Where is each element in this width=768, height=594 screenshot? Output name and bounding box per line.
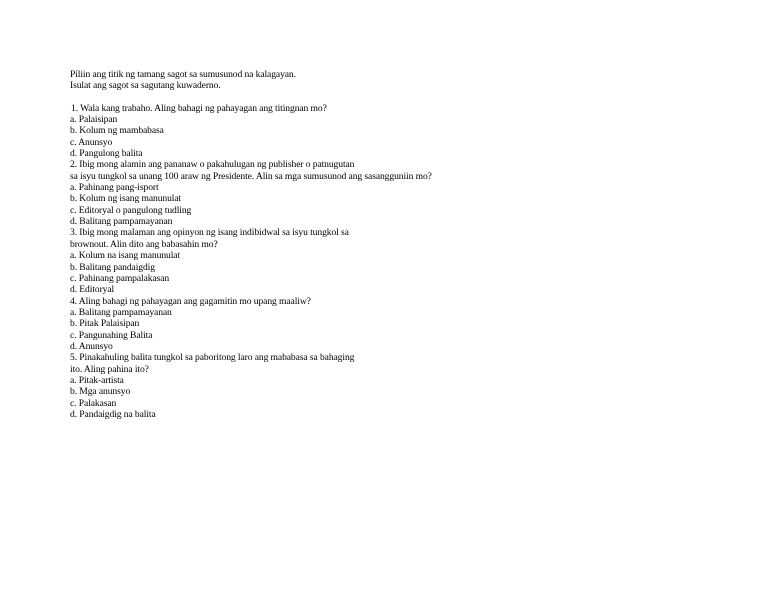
question-5-stem-line-2: ito. Aling pahina ito? xyxy=(70,363,149,375)
question-2-stem-line-1: 2. Ibig mong alamin ang pananaw o pakahulugan ng publisher o patnugutan xyxy=(70,159,355,171)
spacer xyxy=(70,92,760,103)
question-5-choice-b: b. Mga anunsyo xyxy=(70,386,131,398)
question-1-choice-d: d. Pangulong balita xyxy=(70,148,143,160)
question-3-choice-d: d. Editoryal xyxy=(70,284,115,296)
instruction-line-1: Piliin ang titik ng tamang sagot sa sumusunod na kalagayan. xyxy=(70,69,296,80)
question-4-choice-d: d. Anunsyo xyxy=(70,340,113,352)
instruction-line-2: Isulat ang sagot sa sagutang kuwaderno. xyxy=(70,80,221,92)
question-4-choice-c: c. Pangunahing Balita xyxy=(70,329,153,341)
question-5-choice-c: c. Palakasan xyxy=(70,397,117,409)
question-2-choice-c: c. Editoryal o pangulong tudling xyxy=(70,204,192,216)
question-1-choice-c: c. Anunsyo xyxy=(70,136,113,148)
question-2-stem-line-2: sa isyu tungkol sa unang 100 araw ng Presidente. Alin sa mga sumusunod ang sasangguniin mo? xyxy=(70,170,432,182)
question-3-choice-c: c. Pahinang pampalakasan xyxy=(70,272,170,284)
question-4-choice-b: b. Pitak Palaisipan xyxy=(70,318,140,330)
question-1-choice-b: b. Kolum ng mambabasa xyxy=(70,125,164,137)
question-3-stem-line-1: 3. Ibig mong malaman ang opinyon ng isang indibidwal sa isyu tungkol sa xyxy=(70,227,349,239)
question-2-choice-b: b. Kolum ng isang manunulat xyxy=(70,193,182,205)
question-5-choice-d: d. Pandaigdig na balita xyxy=(70,408,156,420)
question-1-stem: 1. Wala kang trabaho. Aling bahagi ng pahayagan ang titingnan mo? xyxy=(71,102,327,114)
question-2-choice-d: d. Balitang pampamayanan xyxy=(70,216,173,228)
question-1-choice-a: a. Palaisipan xyxy=(70,114,118,126)
question-2-choice-a: a. Pahinang pang-isport xyxy=(70,182,159,194)
document-page xyxy=(70,69,760,420)
question-3-stem-line-2: brownout. Alin dito ang babasahin mo? xyxy=(70,238,218,250)
question-3-choice-a: a. Kolum na isang manunulat xyxy=(70,250,181,262)
question-3-choice-b: b. Balitang pandaigdig xyxy=(70,261,155,273)
question-5-choice-a: a. Pitak-artista xyxy=(70,374,124,386)
question-5-stem-line-1: 5. Pinakahuling balita tungkol sa paboritong laro ang mababasa sa bahaging xyxy=(70,352,355,364)
question-4-choice-a: a. Balitang pampamayanan xyxy=(70,306,172,318)
question-4-stem: 4. Aling bahagi ng pahayagan ang gagamitin mo upang maaliw? xyxy=(70,295,311,307)
